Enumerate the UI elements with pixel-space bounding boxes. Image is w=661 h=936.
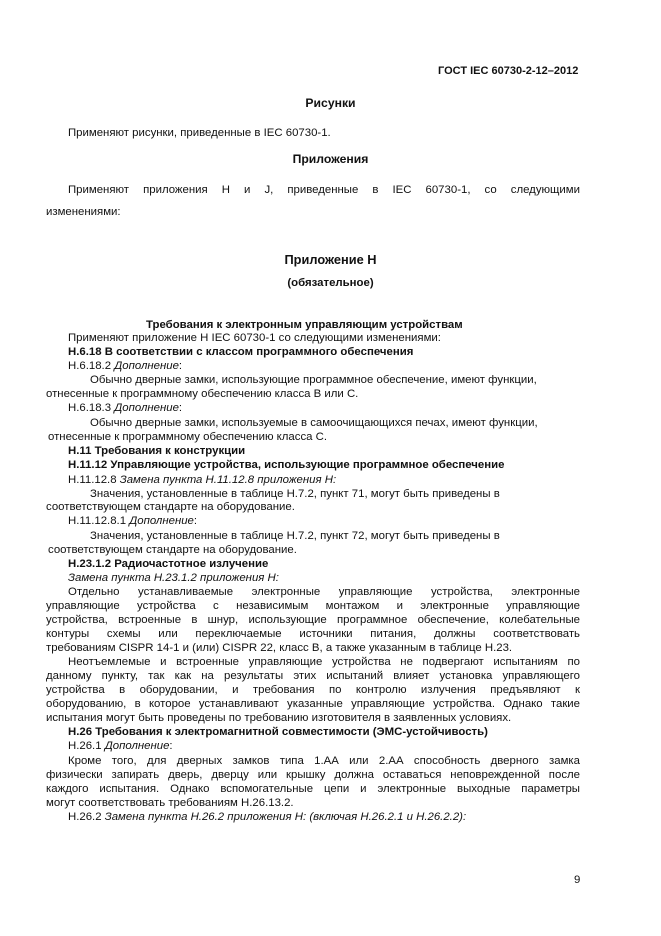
text-line: отнесенные к программному обеспечению класса С. [48,431,328,443]
intro-line: Применяют приложение Н IEC 60730-1 со следующими изменениями: [68,332,441,344]
clause-h11-12-8-1: Н.11.12.8.1 Дополнение: [68,515,198,527]
annex-h-title: Приложение Н [284,252,377,267]
text-line: Значения, установленные в таблице Н.7.2, пункт 72, могут быть приведены в [90,530,500,542]
clause-h26-1: Н.26.1 Дополнение: [68,740,173,752]
text-line: соответствующем стандарте на оборудование. [48,544,297,556]
clause-h6-18-2: Н.6.18.2 Дополнение: [68,360,183,372]
text-line: данному пункту, так как на результаты этих испытаний влияет установка управляющего [46,670,580,682]
clause-label: Замена пункта Н.26.2 приложения Н: (включая Н.26.2.1 и Н.26.2.2): [104,811,467,823]
text-line: Значения, установленные в таблице Н.7.2, пункт 71, могут быть приведены в [90,488,500,500]
annexes-heading: Приложения [292,152,369,166]
text-line: Неотъемлемые и встроенные управляющие устройства не подвергают испытаниям по [68,656,580,668]
clause-h26: Н.26 Требования к электромагнитной совместимости (ЭМС-устойчивость) [68,726,488,738]
clause-h23-replacement: Замена пункта Н.23.1.2 приложения Н: [68,572,279,584]
text-line: испытания могут быть проведены по требованию изготовителя в заявленных условиях. [46,712,512,724]
text-line: оборудованию, в которое устанавливают указанные управляющие устройства. Однако такие [46,698,580,710]
clause-label: Дополнение [114,360,179,372]
text-line: отнесенные к программному обеспечению класса В или С. [46,388,359,400]
text-line: соответствующем стандарте на оборудование. [46,501,295,513]
clause-h11-12-8 [68,473,336,487]
figures-heading: Рисунки [305,96,356,110]
clause-number: Н.11.12.8.1 [68,515,130,527]
figures-text: Применяют рисунки, приведенные в IEC 60730-1. [68,127,331,139]
requirements-title: Требования к электронным управляющим устройствам [146,319,463,331]
clause-h11-12: Н.11.12 Управляющие устройства, использующие программное обеспечение [68,459,505,471]
annexes-text-line1: Применяют приложения Н и J, приведенные в IEC 60730-1, со следующими [68,184,580,196]
clause-label: Дополнение [114,402,179,414]
clause-number: Н.11.12.8 [68,474,120,486]
text-line: управляющие устройства с независимым монтажом и электронные управляющие [46,600,580,612]
clause-h23-1-2: Н.23.1.2 Радиочастотное излучение [68,558,269,570]
text-line: Кроме того, для дверных замков типа 1.АА или 2.АА способность дверного замка [68,755,580,767]
text-line: Обычно дверные замки, используемые в самоочищающихся печах, имеют функции, [90,417,538,429]
document-header: ГОСТ IEC 60730-2-12–2012 [438,65,579,77]
text-line: могут соответствовать требованиям Н.26.13.2. [46,797,294,809]
annex-h-subtitle: (обязательное) [287,277,374,289]
clause-h6-18: Н.6.18 В соответствии с классом программного обеспечения [68,346,414,358]
text-line: устройства, встроенные в шнур, использующие программное обеспечение, колебательные [46,614,580,626]
text-line: физически запирать дверь, дверцу или крышку должна оставаться неповрежденной после [46,769,580,781]
text-line: контуры схемы или переключаемые источники питания, должны соответствовать [46,628,580,640]
text-line: устройства в оборудовании, и требования по контролю излучения предъявляют к [46,684,580,696]
text-line: требованиям CISPR 14-1 и (или) CISPR 22, класс В, а также указанным в таблице Н.23. [46,642,513,654]
clause-label: Дополнение [104,740,170,752]
text-line: Отдельно устанавливаемые электронные управляющие устройства, электронные [68,586,580,598]
clause-number: Н.26.2 [68,811,105,823]
clause-number: Н.26.1 [68,740,105,752]
page-number: 9 [574,874,581,886]
clause-h26-2 [68,810,466,824]
annexes-text-line2: изменениями: [46,206,121,218]
clause-label: Замена пункта Н.11.12.8 приложения Н: [119,474,337,486]
text-line: каждого испытания. Однако вспомогательные цепи и электронные выходные параметры [46,783,580,795]
clause-number: Н.6.18.3 [68,402,115,414]
text-line: Обычно дверные замки, использующие программное обеспечение, имеют функции, [90,374,537,386]
clause-number: Н.6.18.2 [68,360,115,372]
clause-h11: Н.11 Требования к конструкции [68,445,246,457]
clause-label: Дополнение [129,515,194,527]
clause-h6-18-3: Н.6.18.3 Дополнение: [68,402,183,414]
